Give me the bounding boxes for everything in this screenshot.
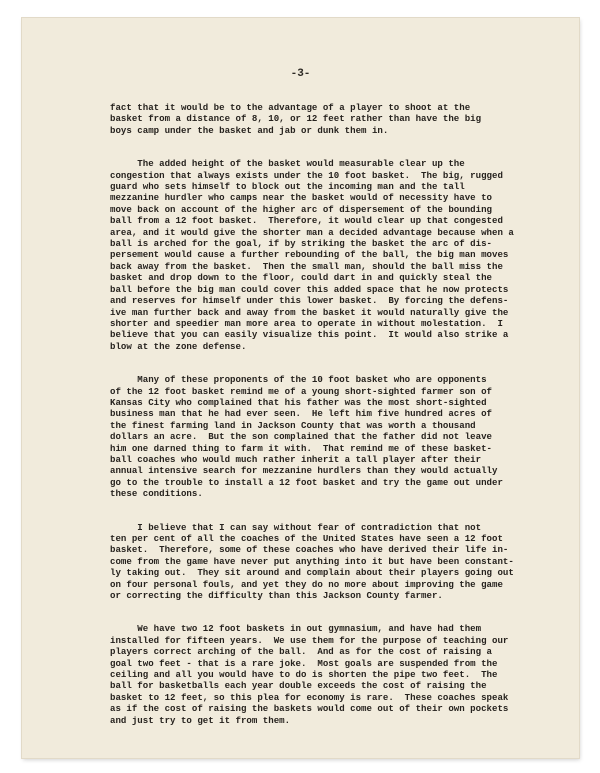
text-line: of the 12 foot basket remind me of a young short-sighted farmer son of — [110, 385, 492, 397]
text-line: ball before the big man could cover this added space that he now protects — [110, 283, 509, 295]
text-line: as if the cost of raising the baskets would come out of their own pockets — [110, 703, 509, 715]
text-line: ball for basketballs each year double exceeds the cost of raising the — [110, 680, 487, 692]
text-line: annual intensive search for mezzanine hurdlers than they would actually — [110, 465, 498, 477]
body-text — [110, 102, 590, 748]
text-line: boys camp under the basket and jab or dunk them in. — [110, 124, 389, 136]
text-line: guard who sets himself to block out the incoming man and the tall — [110, 181, 465, 193]
text-line: Kansas City who complained that his father was the most short-sighted — [110, 396, 487, 408]
text-line: players correct arching of the ball. And as for the cost of raising a — [110, 646, 492, 658]
text-line: believe that you can easily visualize this point. It would also strike a — [110, 329, 509, 341]
text-line: ive man further back and away from the basket it would naturally give the — [110, 306, 509, 318]
text-line: the finest farming land in Jackson County that was worth a thousand — [110, 419, 476, 431]
text-line: shorter and speedier man more area to operate in without molestation. I — [110, 317, 503, 329]
text-line: and reserves for himself under this lower basket. By forcing the defens- — [110, 295, 509, 307]
text-line: ly taking out. They sit around and complain about their players going out — [110, 567, 514, 579]
text-line: or correcting the difficulty than this Jackson County farmer. — [110, 590, 443, 602]
text-line: We have two 12 foot baskets in out gymnasium, and have had them — [110, 623, 482, 635]
paragraph — [110, 374, 590, 499]
text-line: installed for fifteen years. We use them for the purpose of teaching our — [110, 634, 509, 646]
text-line: persement would cause a further rebounding of the ball, the big man moves — [110, 249, 509, 261]
text-line: congestion that always exists under the 10 foot basket. The big, rugged — [110, 169, 503, 181]
paragraph — [110, 158, 590, 352]
text-line: area, and it would give the shorter man a decided advantage because when a — [110, 226, 514, 238]
text-line: ceiling and all you would have to do is shorten the pipe two feet. The — [110, 669, 498, 681]
text-line: basket to 12 feet, so this plea for economy is rare. These coaches speak — [110, 691, 509, 703]
text-line: ball from a 12 foot basket. Therefore, it would clear up that congested — [110, 215, 503, 227]
page-number: -3- — [290, 68, 311, 80]
text-line: move back on account of the higher arc of dispersement of the bounding — [110, 203, 492, 215]
text-line: back away from the basket. Then the small man, should the ball miss the — [110, 260, 503, 272]
paragraph — [110, 102, 590, 136]
text-line: ball coaches who would much rather inherit a tall player after their — [110, 453, 482, 465]
text-line: fact that it would be to the advantage of a player to shoot at the — [110, 102, 471, 113]
text-line: on four personal fouls, and yet they do no more about improving the game — [110, 578, 503, 590]
text-line: The added height of the basket would measurable clear up the — [110, 158, 465, 170]
text-line: Many of these proponents of the 10 foot basket who are opponents — [110, 374, 487, 386]
text-line: blow at the zone defense. — [110, 340, 247, 352]
text-line: him one darned thing to farm it with. That remind me of these basket- — [110, 442, 492, 454]
text-line: basket and drop down to the floor, could dart in and quickly steal the — [110, 272, 492, 284]
text-line: dollars an acre. But the son complained that the father did not leave — [110, 431, 492, 443]
text-line: goal two feet - that is a rare joke. Most goals are suspended from the — [110, 657, 498, 669]
text-line: these conditions. — [110, 488, 203, 500]
text-line: ten per cent of all the coaches of the United States have seen a 12 foot — [110, 533, 503, 544]
paragraph — [110, 522, 590, 602]
document-page — [22, 18, 579, 758]
text-line: basket from a distance of 8, 10, or 12 feet rather than have the big — [110, 113, 482, 125]
text-line: I believe that I can say without fear of contradiction that not — [110, 521, 482, 533]
text-line: come from the game have never put anything into it but have been constant- — [110, 555, 514, 567]
text-line: mezzanine hurdler who camps near the basket would of necessity have to — [110, 192, 492, 204]
text-line: ball is arched for the goal, if by striking the basket the arc of dis- — [110, 238, 492, 250]
text-line: basket. Therefore, some of these coaches who have derived their life in- — [110, 544, 509, 556]
paragraph — [110, 623, 590, 726]
text-line: business man that he had ever seen. He left him five hundred acres of — [110, 408, 492, 420]
text-line: and just try to get it from them. — [110, 714, 291, 726]
text-line: go to the trouble to install a 12 foot basket and try the game out under — [110, 476, 503, 488]
